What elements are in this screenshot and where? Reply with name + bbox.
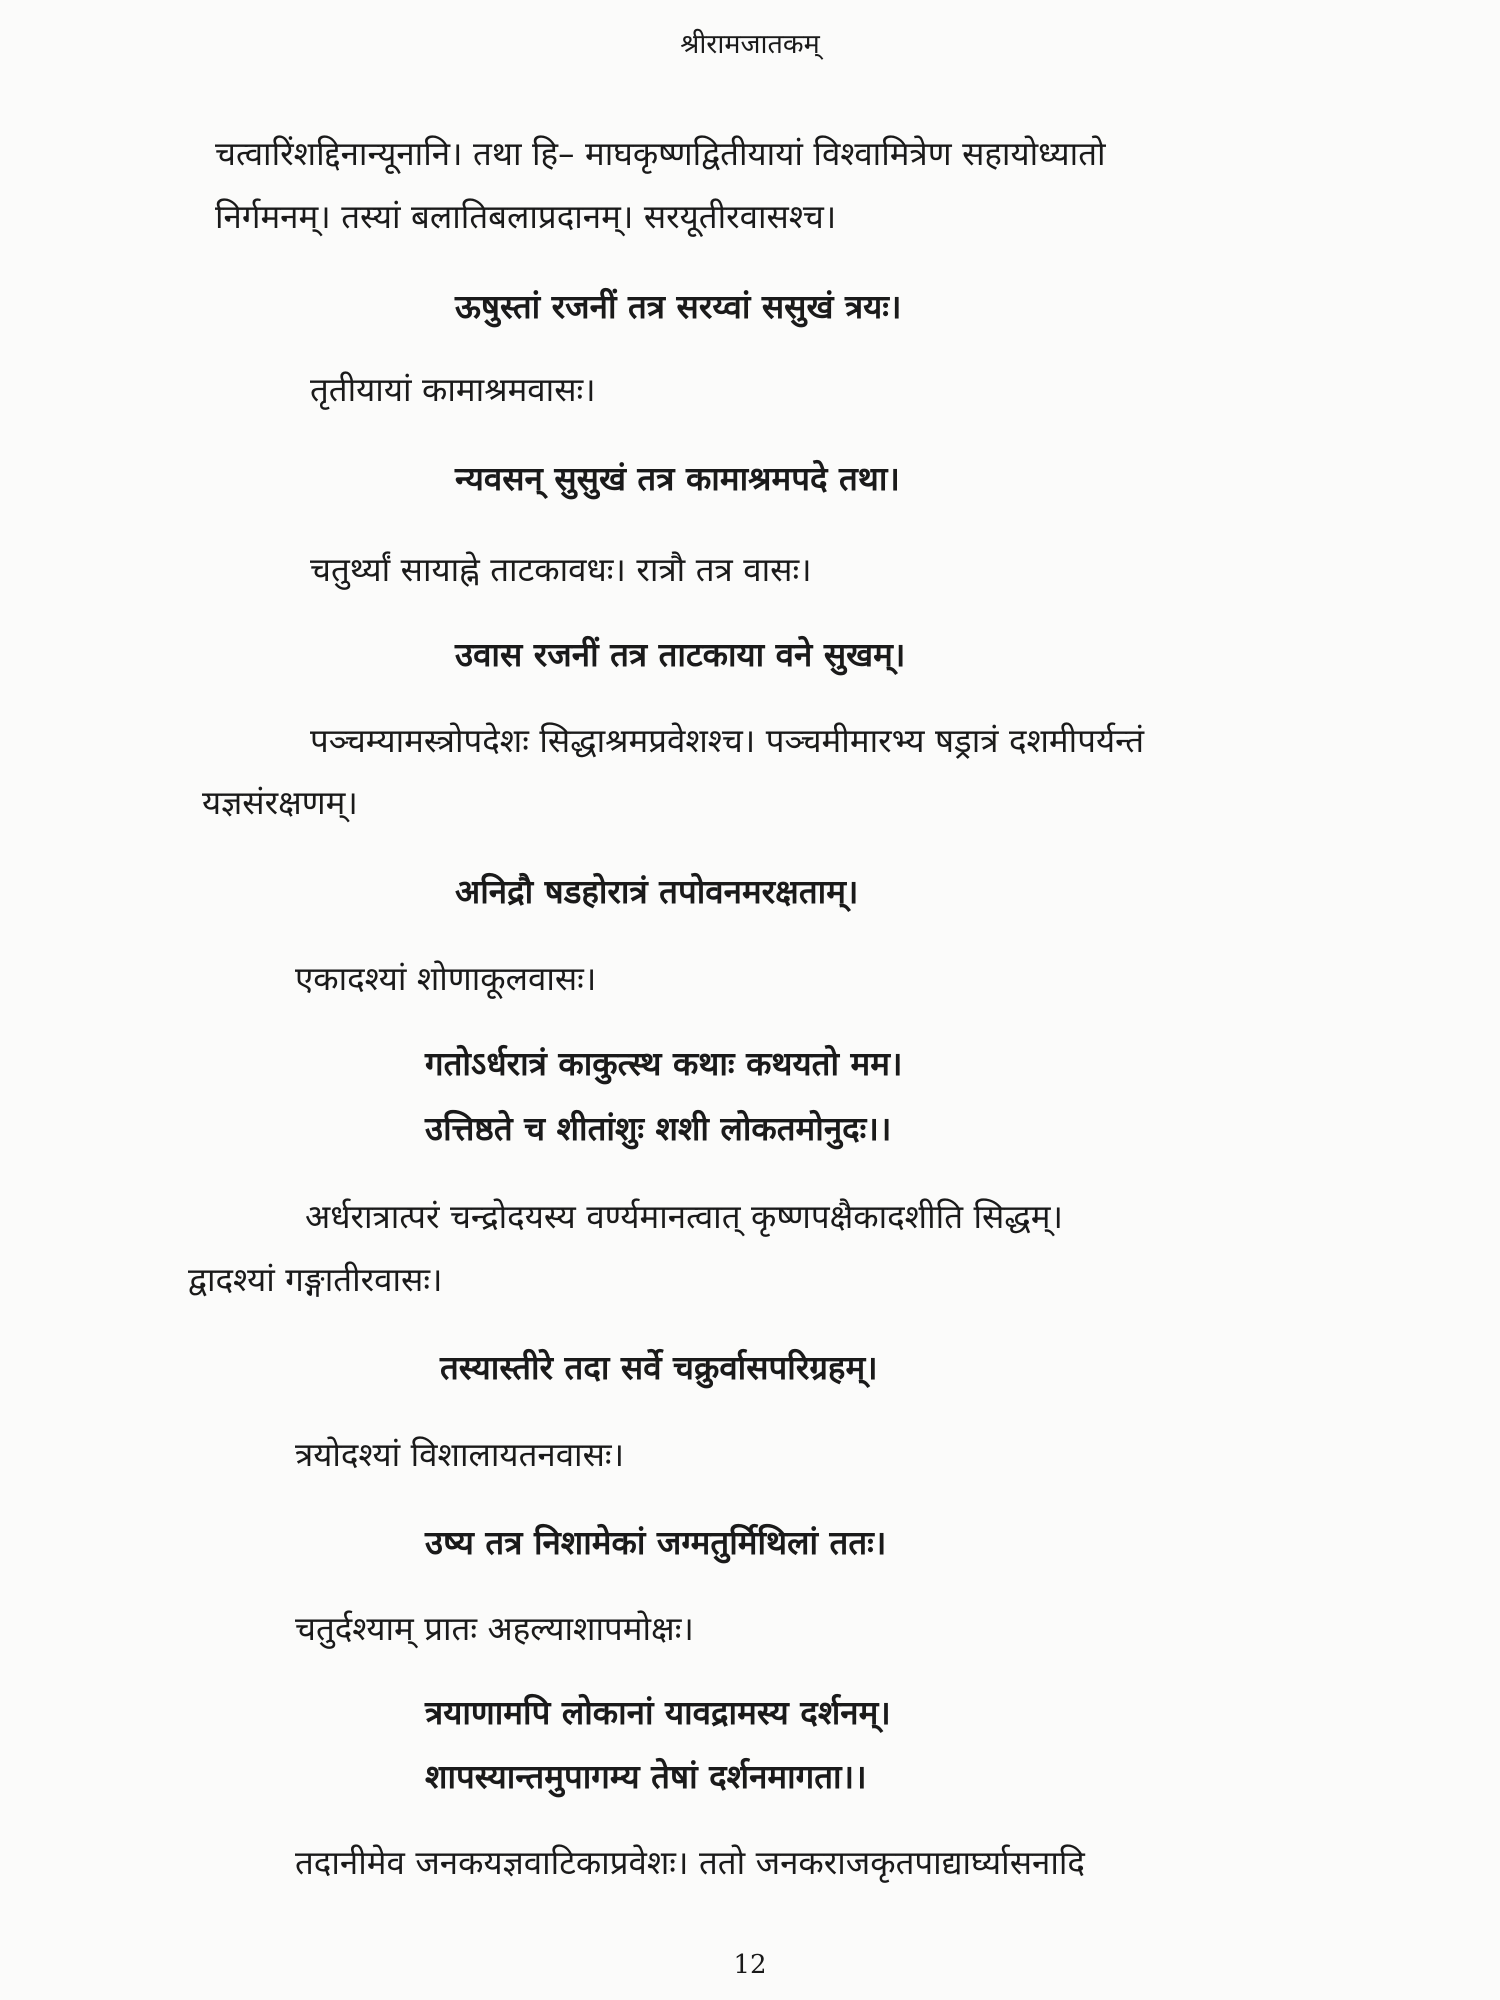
page-number: 12 (733, 1950, 767, 1980)
text-line: निर्गमनम्। तस्यां बलातिबलाप्रदानम्। सरयूतीरवासश्च। (215, 197, 837, 236)
verse-line: अनिद्रौ षडहोरात्रं तपोवनमरक्षताम्। (455, 872, 859, 911)
text-line: चत्वारिंशद्दिनान्यूनानि। तथा हि– माघकृष्णद्वितीयायां विश्वामित्रेण सहायोध्यातो (215, 134, 1106, 173)
verse-line: न्यवसन् सुसुखं तत्र कामाश्रमपदे तथा। (455, 459, 900, 498)
running-head: श्रीरामजातकम् (680, 29, 820, 60)
text-line: त्रयोदश्यां विशालायतनवासः। (295, 1435, 625, 1474)
text-line: तृतीयायां कामाश्रमवासः। (310, 370, 596, 409)
text-line: तदानीमेव जनकयज्ञवाटिकाप्रवेशः। ततो जनकराजकृतपाद्यार्घ्यासनादि (295, 1843, 1085, 1882)
text-line: चतुर्थ्यां सायाह्ने ताटकावधः। रात्रौ तत्र वासः। (310, 550, 812, 589)
verse-line: उवास रजनीं तत्र ताटकाया वने सुखम्। (455, 635, 906, 674)
verse-line: तस्यास्तीरे तदा सर्वे चक्रुर्वासपरिग्रहम्। (440, 1348, 878, 1387)
verse-line: त्रयाणामपि लोकानां यावद्रामस्य दर्शनम्। (425, 1693, 891, 1732)
text-line: अर्धरात्रात्परं चन्द्रोदयस्य वर्ण्यमानत्वात् कृष्णपक्षैकादशीति सिद्धम्। (305, 1197, 1063, 1236)
verse-line: ऊषुस्तां रजनीं तत्र सरय्वां ससुखं त्रयः। (455, 287, 902, 326)
verse-line: शापस्यान्तमुपागम्य तेषां दर्शनमागता।। (425, 1757, 867, 1796)
text-line: यज्ञसंरक्षणम्। (202, 783, 358, 822)
verse-line: उष्य तत्र निशामेकां जग्मतुर्मिथिलां ततः। (425, 1523, 887, 1562)
verse-line: गतोऽर्धरात्रं काकुत्स्थ कथाः कथयतो मम। (425, 1044, 903, 1083)
text-line: पञ्चम्यामस्त्रोपदेशः सिद्धाश्रमप्रवेशश्च। पञ्चमीमारभ्य षड्रात्रं दशमीपर्यन्तं (310, 721, 1145, 760)
text-line: एकादश्यां शोणाकूलवासः। (295, 959, 597, 998)
text-line: द्वादश्यां गङ्गातीरवासः। (188, 1260, 443, 1299)
text-line: चतुर्दश्याम् प्रातः अहल्याशापमोक्षः। (295, 1609, 694, 1648)
verse-line: उत्तिष्ठते च शीतांशुः शशी लोकतमोनुदः।। (425, 1109, 892, 1148)
